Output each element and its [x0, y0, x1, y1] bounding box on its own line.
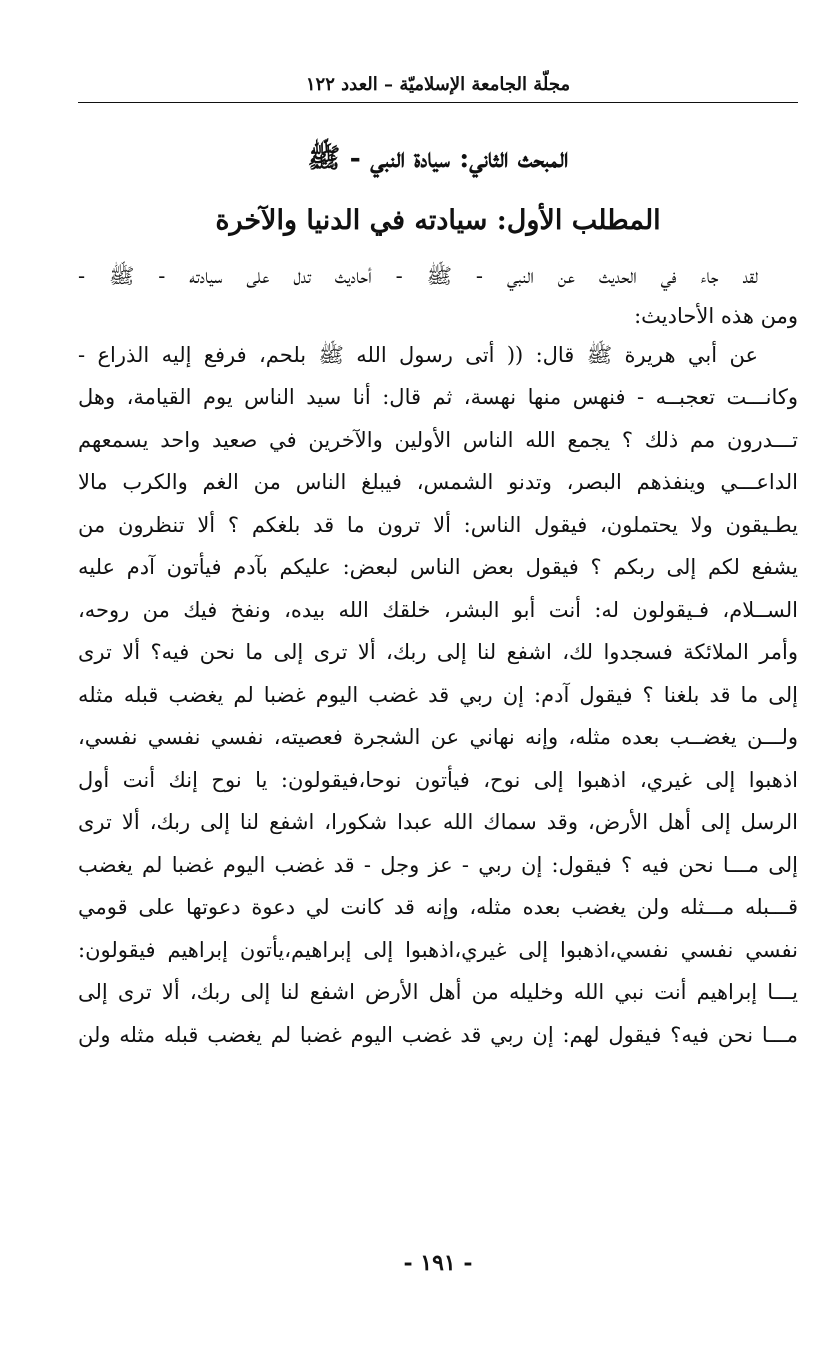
hadith-line: ولـــن يغضــب بعده مثله، وإنه نهاني عن الشجرة فعصيته، نفسي نفسي نفسي،: [78, 725, 798, 749]
hadith-line: نفسي نفسي نفسي،اذهبوا إلى غيري،اذهبوا إلى إبراهيم،يأتون إبراهيم فيقولون:: [78, 937, 798, 962]
hadith-line: مـــا نحن فيه؟ فيقول لهم: إن ربي قد غضب اليوم غضبا لم يغضب قبله مثله ولن: [78, 1022, 798, 1047]
document-page: [78, 70, 798, 1310]
hadith-line: إلى مـــا نحن فيه ؟ فيقول: إن ربي - عز وجل - قد غضب اليوم غضبا لم يغضب: [78, 852, 798, 877]
intro-line: ومن هذه الأحاديث:: [634, 303, 798, 328]
hadith-line: الداعـــي وينفذهم البصر، وتدنو الشمس، فيبلغ الناس من الغم والكرب مالا: [78, 470, 798, 494]
hadith-line: يطـيقون ولا يحتملون، فيقول الناس: ألا ترون ما قد بلغكم ؟ ألا تنظرون من: [78, 512, 798, 537]
hadith-line: تـــدرون مم ذلك ؟ يجمع الله الناس الأولين والآخرين في صعيد واحد يسمعهم: [78, 427, 798, 452]
running-header: مجلّة الجامعة الإسلاميّة – العدد ١٢٢: [78, 70, 798, 103]
hadith-line: وكانـــت تعجبــه - فنهس منها نهسة، ثم قال: أنا سيد الناس يوم القيامة، وهل: [78, 385, 798, 409]
hadith-line: اذهبوا إلى غيري، اذهبوا إلى نوح، فيأتون نوحا،فيقولون: يا نوح إنك أنت أول: [78, 767, 798, 792]
intro-line: لقد جاء في الحديث عن النبي - ﷺ - أحاديث تدل على سيادته - ﷺ -: [78, 264, 758, 288]
hadith-line: إلى ما قد بلغنا ؟ فيقول آدم: إن ربي قد غضب اليوم غضبا لم يغضب قبله مثله: [78, 682, 798, 707]
section-title: المبحث الثاني: سيادة النبي - ﷺ: [307, 143, 569, 174]
hadith-line: يـــا إبراهيم أنت نبي الله وخليله من أهل الأرض اشفع لنا إلى ربك، ألا ترى إلى: [78, 980, 798, 1004]
hadith-line: قـــبله مـــثله ولن يغضب بعده مثله، وإنه قد كانت لي دعوة دعوتها على قومي: [78, 895, 798, 919]
hadith-line: الرسل إلى أهل الأرض، وقد سماك الله عبدا شكورا، اشفع لنا إلى ربك، ألا ترى: [78, 810, 798, 834]
subsection-title: المطلب الأول: سيادته في الدنيا والآخرة: [215, 205, 661, 236]
hadith-line: عن أبي هريرة ﷺ قال: (( أتى رسول الله ﷺ بلحم، فرفع إليه الذراع -: [78, 342, 758, 367]
page-number: - ١٩١ -: [403, 1250, 473, 1276]
hadith-line: الســلام، فـيقولون له: أنت أبو البشر، خلقك الله بيده، ونفخ فيك من روحه،: [78, 597, 798, 622]
body-text: [78, 255, 798, 1056]
hadith-line: يشفع لكم إلى ربكم ؟ فيقول بعض الناس لبعض: عليكم بآدم فيأتون آدم عليه: [78, 555, 798, 579]
hadith-line: وأمر الملائكة فسجدوا لك، اشفع لنا إلى ربك، ألا ترى إلى ما نحن فيه؟ ألا ترى: [78, 640, 798, 664]
